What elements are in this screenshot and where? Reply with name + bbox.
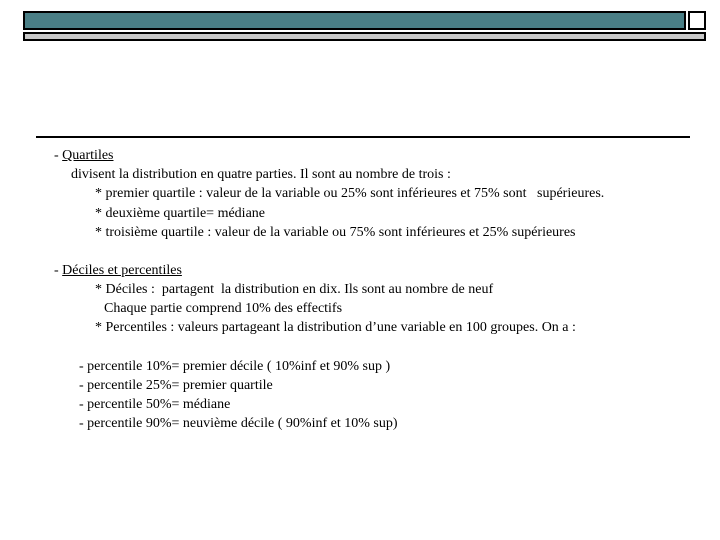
quartiles-item-1: * premier quartile : valeur de la variable ou 25% sont inférieures et 75% sont supérieures. <box>95 186 605 201</box>
quartiles-heading: - Quartiles <box>54 148 114 163</box>
deciles-heading: - Déciles et percentiles <box>54 263 182 278</box>
quartiles-heading-text: Quartiles <box>62 148 114 163</box>
deciles-line-2: Chaque partie comprend 10% des effectifs <box>104 301 343 316</box>
percentile-item-1: - percentile 10%= premier décile ( 10%inf et 90% sup ) <box>79 359 391 374</box>
header-underline-band <box>23 32 706 41</box>
percentile-item-4: - percentile 90%= neuvième décile ( 90%inf et 10% sup) <box>79 416 398 431</box>
quartiles-item-3: * troisième quartile : valeur de la variable ou 75% sont inférieures et 25% supérieures <box>95 225 576 240</box>
header-corner-box <box>688 11 706 30</box>
quartiles-item-2: * deuxième quartile= médiane <box>95 206 265 221</box>
percentile-item-2: - percentile 25%= premier quartile <box>79 378 273 393</box>
deciles-line-3: * Percentiles : valeurs partageant la distribution d’une variable en 100 groupes. On a : <box>95 320 576 335</box>
title-divider <box>36 136 690 138</box>
deciles-heading-text: Déciles et percentiles <box>62 263 182 278</box>
header-band <box>23 11 686 30</box>
percentile-item-3: - percentile 50%= médiane <box>79 397 231 412</box>
quartiles-intro: divisent la distribution en quatre parties. Il sont au nombre de trois : <box>71 167 451 182</box>
slide-header-bar <box>23 11 706 39</box>
deciles-line-1: * Déciles : partagent la distribution en dix. Ils sont au nombre de neuf <box>95 282 494 297</box>
